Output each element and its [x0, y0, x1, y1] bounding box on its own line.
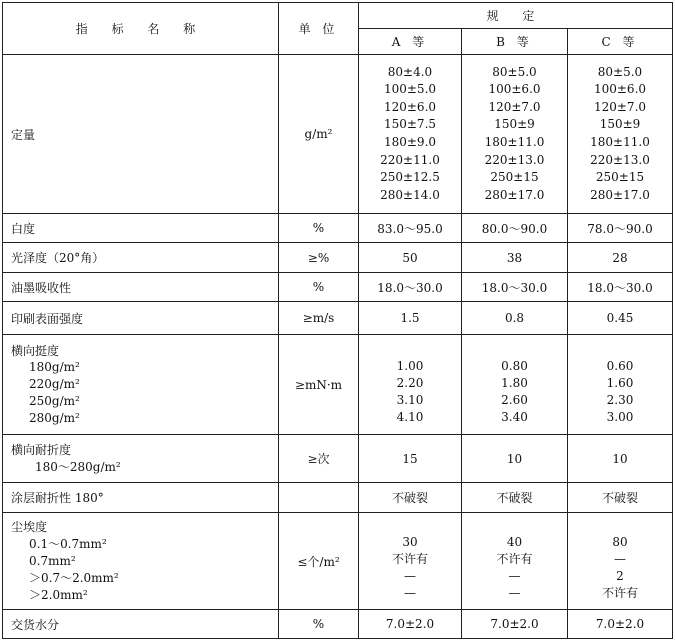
row-unit: %	[279, 214, 359, 243]
value: 2.20	[396, 375, 424, 390]
sub-item: 180～280g/m²	[35, 460, 121, 474]
grade-a-values	[359, 335, 462, 435]
grade-c-values	[568, 55, 673, 214]
grade-a-value: 7.0±2.0	[359, 610, 462, 639]
sub-item: 0.1～0.7mm²	[29, 537, 107, 551]
row-name: 尘埃度	[11, 520, 48, 534]
grade-b-value: 80.0～90.0	[462, 214, 568, 243]
row-name: 横向挺度	[11, 344, 60, 358]
value: —	[404, 586, 416, 600]
row-name-block	[3, 335, 279, 435]
value: —	[508, 569, 521, 583]
value: 不许有	[391, 552, 428, 566]
value: 180±11.0	[590, 135, 650, 149]
grade-a-value: 15	[359, 435, 462, 483]
row-name-block	[3, 513, 279, 610]
grade-c-value: 78.0～90.0	[568, 214, 673, 243]
row-coating-folding	[3, 483, 673, 513]
value: 不许有	[601, 586, 638, 600]
grade-b-value: 0.8	[462, 302, 568, 335]
row-name: 定量	[3, 55, 279, 214]
row-folding-endurance	[3, 435, 673, 483]
value: 280±14.0	[380, 187, 440, 202]
row-ink-absorbency	[3, 273, 673, 302]
value: —	[404, 569, 416, 583]
value: 280±17.0	[484, 187, 545, 202]
sub-item: 280g/m²	[29, 411, 80, 425]
row-name-block	[3, 435, 279, 483]
value: —	[614, 552, 626, 566]
value: 220±11.0	[380, 152, 440, 167]
grade-a-values	[359, 513, 462, 610]
grade-c-value: 0.45	[568, 302, 673, 335]
value: 40	[506, 535, 523, 549]
sub-item: 180g/m²	[29, 360, 80, 374]
row-basis-weight	[3, 55, 673, 214]
value: 250±15	[490, 170, 539, 185]
grade-b-value: 18.0～30.0	[462, 273, 568, 302]
row-dirt-count	[3, 513, 673, 610]
row-unit	[279, 483, 359, 513]
value: 30	[402, 535, 418, 549]
header-grade-a: A 等	[359, 29, 462, 55]
row-whiteness	[3, 214, 673, 243]
row-name: 涂层耐折性 180°	[3, 483, 279, 513]
row-unit: ≥m/s	[279, 302, 359, 335]
value: 150±9	[599, 117, 641, 132]
row-unit: ≥%	[279, 243, 359, 273]
grade-c-value: 28	[568, 243, 673, 273]
row-unit: g/m²	[279, 55, 359, 214]
value: 80±5.0	[492, 64, 537, 79]
value: 80±4.0	[387, 64, 433, 79]
grade-c-value: 7.0±2.0	[568, 610, 673, 639]
row-stiffness	[3, 335, 673, 435]
value: 1.60	[606, 375, 634, 390]
value: 0.80	[501, 358, 528, 373]
value: —	[508, 586, 521, 600]
value: 180±9.0	[383, 135, 437, 149]
value: 1.80	[501, 375, 528, 390]
value: 不许有	[496, 552, 533, 566]
spec-table	[2, 2, 673, 639]
grade-a-value: 1.5	[359, 302, 462, 335]
row-name: 印刷表面强度	[3, 302, 279, 335]
grade-c-value: 10	[568, 435, 673, 483]
value: 280±17.0	[590, 187, 650, 202]
grade-a-value: 50	[359, 243, 462, 273]
value: 220±13.0	[484, 152, 545, 167]
value: 120±6.0	[383, 99, 437, 114]
grade-a-values	[359, 55, 462, 214]
row-name: 光泽度（20°角）	[3, 243, 279, 273]
value: 100±6.0	[593, 82, 647, 97]
value: 2.60	[501, 392, 528, 407]
sub-item: 220g/m²	[29, 377, 80, 391]
row-unit: %	[279, 610, 359, 639]
grade-b-value: 不破裂	[462, 483, 568, 513]
header-unit: 单 位	[279, 3, 359, 55]
value: 180±11.0	[484, 135, 545, 149]
grade-c-value: 不破裂	[568, 483, 673, 513]
row-name: 白度	[3, 214, 279, 243]
value: 150±9	[494, 117, 535, 132]
row-name: 油墨吸收性	[3, 273, 279, 302]
value: 120±7.0	[593, 99, 647, 114]
sub-item: 250g/m²	[29, 394, 80, 408]
row-unit: ≤个/m²	[279, 513, 359, 610]
value: 3.10	[396, 392, 424, 407]
grade-b-value: 7.0±2.0	[462, 610, 568, 639]
row-name: 交货水分	[3, 610, 279, 639]
value: 220±13.0	[590, 152, 650, 167]
value: 80	[612, 535, 628, 549]
row-unit: %	[279, 273, 359, 302]
value: 2	[616, 569, 624, 583]
sub-item: 0.7mm²	[29, 554, 76, 568]
sub-item: ＞0.7～2.0mm²	[29, 571, 119, 585]
value: 3.40	[501, 409, 528, 424]
value: 0.60	[606, 358, 634, 373]
grade-b-values	[462, 513, 568, 610]
grade-a-value: 不破裂	[359, 483, 462, 513]
grade-c-values	[568, 513, 673, 610]
grade-b-values	[462, 55, 568, 214]
row-moisture	[3, 610, 673, 639]
sub-item: ＞2.0mm²	[29, 588, 88, 602]
value: 150±7.5	[383, 117, 437, 132]
header-spec: 规 定	[359, 3, 673, 29]
value: 2.30	[606, 392, 634, 407]
grade-b-value: 38	[462, 243, 568, 273]
grade-c-value: 18.0～30.0	[568, 273, 673, 302]
row-name: 横向耐折度	[11, 443, 72, 457]
row-gloss	[3, 243, 673, 273]
grade-a-value: 83.0～95.0	[359, 214, 462, 243]
value: 100±6.0	[488, 82, 541, 97]
header-grade-b: B 等	[462, 29, 568, 55]
value: 80±5.0	[597, 64, 643, 79]
row-unit: ≥mN·m	[279, 335, 359, 435]
grade-a-value: 18.0～30.0	[359, 273, 462, 302]
header-name: 指 标 名 称	[3, 3, 279, 55]
grade-c-values	[568, 335, 673, 435]
row-print-surface-strength	[3, 302, 673, 335]
value: 250±15	[595, 170, 645, 185]
header-grade-c: C 等	[568, 29, 673, 55]
value: 250±12.5	[380, 170, 440, 185]
value: 120±7.0	[488, 99, 541, 114]
grade-b-values	[462, 335, 568, 435]
value: 3.00	[606, 409, 634, 424]
grade-b-value: 10	[462, 435, 568, 483]
value: 4.10	[396, 409, 424, 424]
row-unit: ≥次	[279, 435, 359, 483]
value: 1.00	[396, 358, 424, 373]
value: 100±5.0	[383, 82, 437, 97]
